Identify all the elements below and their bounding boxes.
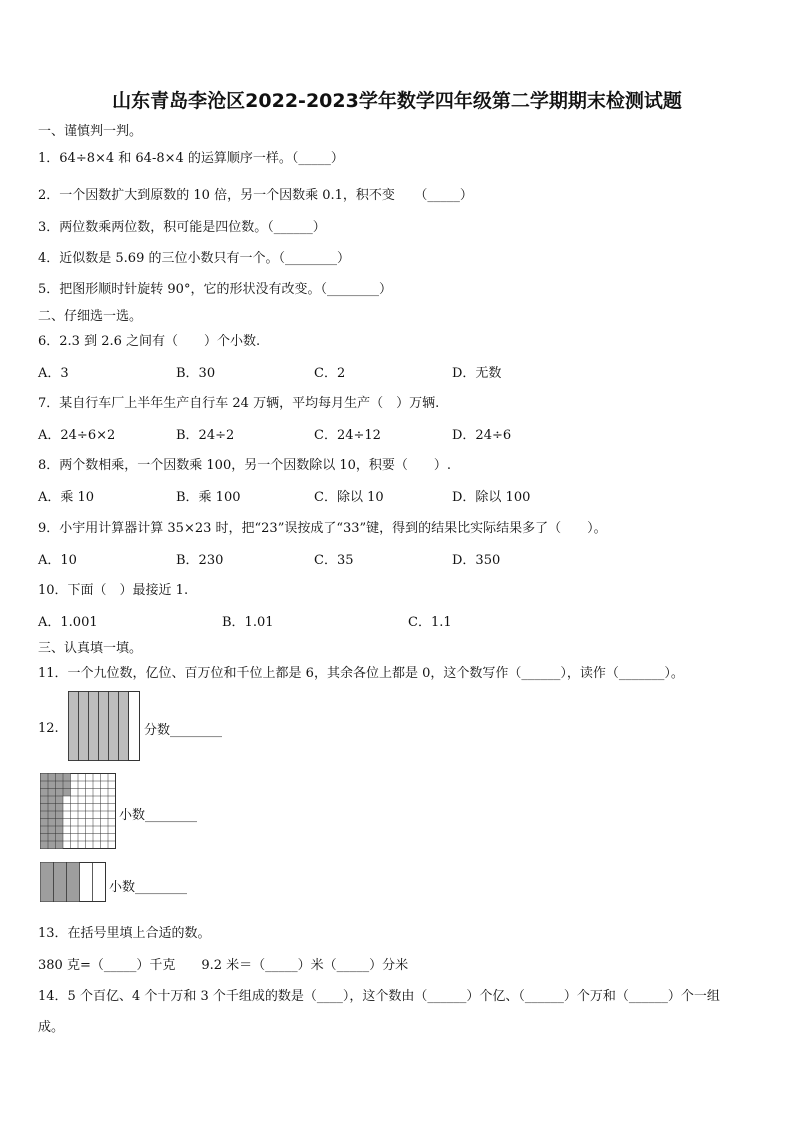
q6-option-c: C．2 (314, 366, 346, 381)
question-3: 3．两位数乘两位数，积可能是四位数。（______） (38, 220, 326, 235)
decimal-figure-bars (40, 862, 106, 902)
q9-option-d: D．350 (452, 553, 501, 568)
question-13: 13．在括号里填上合适的数。 (38, 926, 211, 941)
q7-option-c: C．24÷12 (314, 428, 381, 443)
question-11: 11．一个九位数，亿位、百万位和千位上都是 6，其余各位上都是 0，这个数写作（______），读作（_______）。 (38, 666, 684, 681)
question-9: 9．小宇用计算器计算 35×23 时，把“23”误按成了“33”键，得到的结果比实际结果多了（ ）。 (38, 521, 607, 536)
section-heading-fill: 三、认真填一填。 (38, 641, 143, 656)
q8-option-c: C．除以 10 (314, 490, 384, 505)
q7-option-d: D．24÷6 (452, 428, 512, 443)
q8-option-a: A．乘 10 (38, 490, 95, 505)
question-10: 10．下面（ ）最接近 1. (38, 583, 189, 598)
question-14-continued: 成。 (38, 1020, 65, 1035)
q7-option-b: B．24÷2 (176, 428, 235, 443)
fraction-figure-strips (68, 691, 140, 761)
q10-option-a: A．1.001 (38, 615, 98, 630)
question-12-number: 12. (38, 721, 59, 736)
decimal-label-grid: 小数________ (119, 808, 198, 823)
question-4: 4．近似数是 5.69 的三位小数只有一个。（________） (38, 251, 350, 266)
q6-option-d: D．无数 (452, 366, 502, 381)
q6-option-a: A．3 (38, 366, 69, 381)
page-title: 山东青岛李沧区2022-2023学年数学四年级第二学期期末检测试题 (112, 90, 682, 112)
fraction-label: 分数________ (144, 723, 223, 738)
question-14: 14．5 个百亿、4 个十万和 3 个千组成的数是（____），这个数由（______）个亿、（______）个万和（______）个一组 (38, 989, 720, 1004)
question-7: 7．某自行车厂上半年生产自行车 24 万辆，平均每月生产（ ）万辆. (38, 396, 440, 411)
q10-option-b: B．1.01 (222, 615, 274, 630)
decimal-label-bars: 小数________ (109, 880, 188, 895)
section-heading-judge: 一、谨慎判一判。 (38, 124, 143, 139)
q9-option-b: B．230 (176, 553, 224, 568)
question-6: 6．2.3 到 2.6 之间有（ ）个小数. (38, 334, 261, 349)
q6-option-b: B．30 (176, 366, 216, 381)
q8-option-b: B．乘 100 (176, 490, 241, 505)
question-5: 5．把图形顺时针旋转 90°，它的形状没有改变。（________） (38, 282, 392, 297)
q9-option-c: C．35 (314, 553, 354, 568)
decimal-figure-grid (40, 773, 116, 849)
q10-option-c: C．1.1 (408, 615, 452, 630)
question-8: 8．两个数相乘，一个因数乘 100，另一个因数除以 10，积要（ ）. (38, 458, 452, 473)
q7-option-a: A．24÷6×2 (38, 428, 116, 443)
section-heading-choose: 二、仔细选一选。 (38, 309, 143, 324)
question-2: 2．一个因数扩大到原数的 10 倍，另一个因数乘 0.1，积不变 （_____） (38, 188, 473, 203)
q8-option-d: D．除以 100 (452, 490, 531, 505)
question-1: 1．64÷8×4 和 64-8×4 的运算顺序一样。（_____） (38, 151, 344, 166)
q9-option-a: A．10 (38, 553, 77, 568)
question-13-conversions: 380 克=（_____）千克 9.2 米＝（_____）米（_____）分米 (38, 958, 409, 973)
